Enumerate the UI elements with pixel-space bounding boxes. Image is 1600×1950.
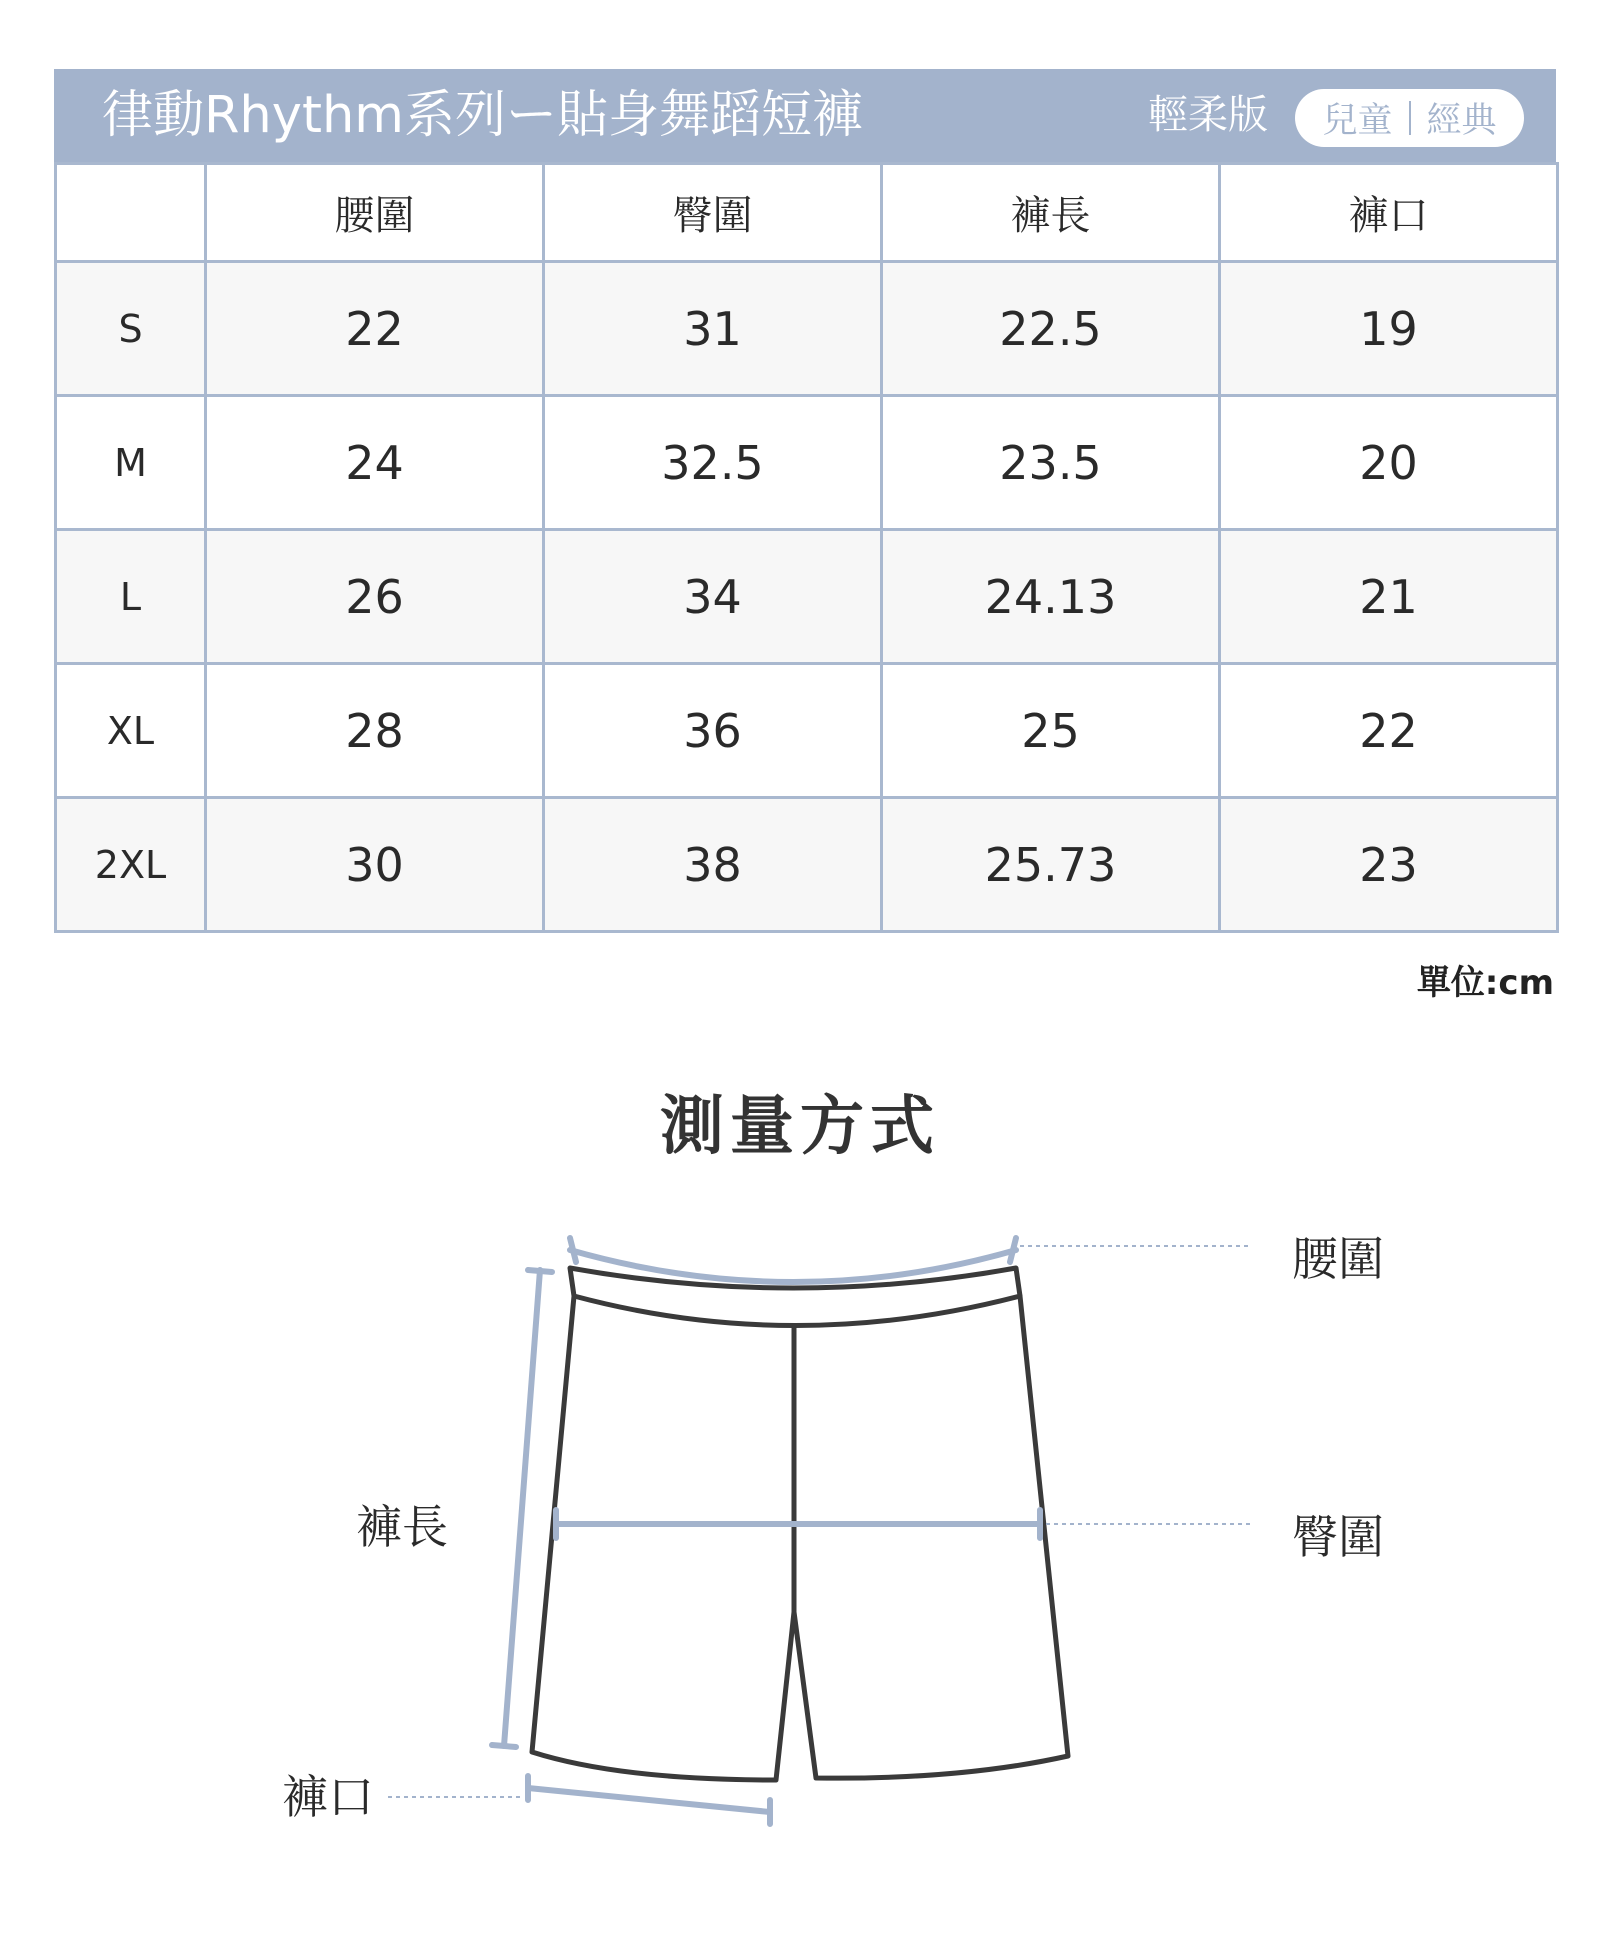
header-length: 褲長: [882, 164, 1220, 262]
measure-title: 測量方式: [660, 1089, 940, 1164]
value-cell: 19: [1220, 262, 1558, 396]
hip-label: 臀圍: [1292, 1510, 1384, 1564]
size-cell: L: [56, 530, 206, 664]
value-cell: 26: [206, 530, 544, 664]
hem-label: 褲口: [282, 1770, 374, 1824]
unit-note: 單位:cm: [1416, 963, 1554, 1003]
value-cell: 28: [206, 664, 544, 798]
header-hem: 褲口: [1220, 164, 1558, 262]
length-measure-line: [504, 1270, 540, 1746]
value-cell: 31: [544, 262, 882, 396]
value-cell: 22.5: [882, 262, 1220, 396]
size-cell: XL: [56, 664, 206, 798]
waist-measure-caps: [570, 1238, 1016, 1262]
value-cell: 24.13: [882, 530, 1220, 664]
value-cell: 30: [206, 798, 544, 932]
value-cell: 24: [206, 396, 544, 530]
value-cell: 23.5: [882, 396, 1220, 530]
hem-measure-line: [528, 1788, 770, 1812]
length-label: 褲長: [356, 1500, 448, 1554]
tag-kids: 兒童: [1322, 101, 1393, 141]
value-cell: 25: [882, 664, 1220, 798]
product-title: 律動Rhythm系列ー貼身舞蹈短褲: [102, 86, 863, 145]
size-cell: S: [56, 262, 206, 396]
value-cell: 20: [1220, 396, 1558, 530]
value-cell: 32.5: [544, 396, 882, 530]
value-cell: 25.73: [882, 798, 1220, 932]
value-cell: 36: [544, 664, 882, 798]
waistband: [570, 1268, 1020, 1326]
size-cell: M: [56, 396, 206, 530]
value-cell: 22: [206, 262, 544, 396]
value-cell: 23: [1220, 798, 1558, 932]
shorts-body: [532, 1296, 1068, 1780]
value-cell: 38: [544, 798, 882, 932]
size-cell: 2XL: [56, 798, 206, 932]
header-hip: 臀圍: [544, 164, 882, 262]
value-cell: 34: [544, 530, 882, 664]
tag-classic: 經典: [1426, 101, 1497, 141]
waist-label: 腰圍: [1292, 1232, 1384, 1286]
value-cell: 22: [1220, 664, 1558, 798]
header-waist: 腰圍: [206, 164, 544, 262]
edition-label: 輕柔版: [1148, 92, 1268, 138]
value-cell: 21: [1220, 530, 1558, 664]
